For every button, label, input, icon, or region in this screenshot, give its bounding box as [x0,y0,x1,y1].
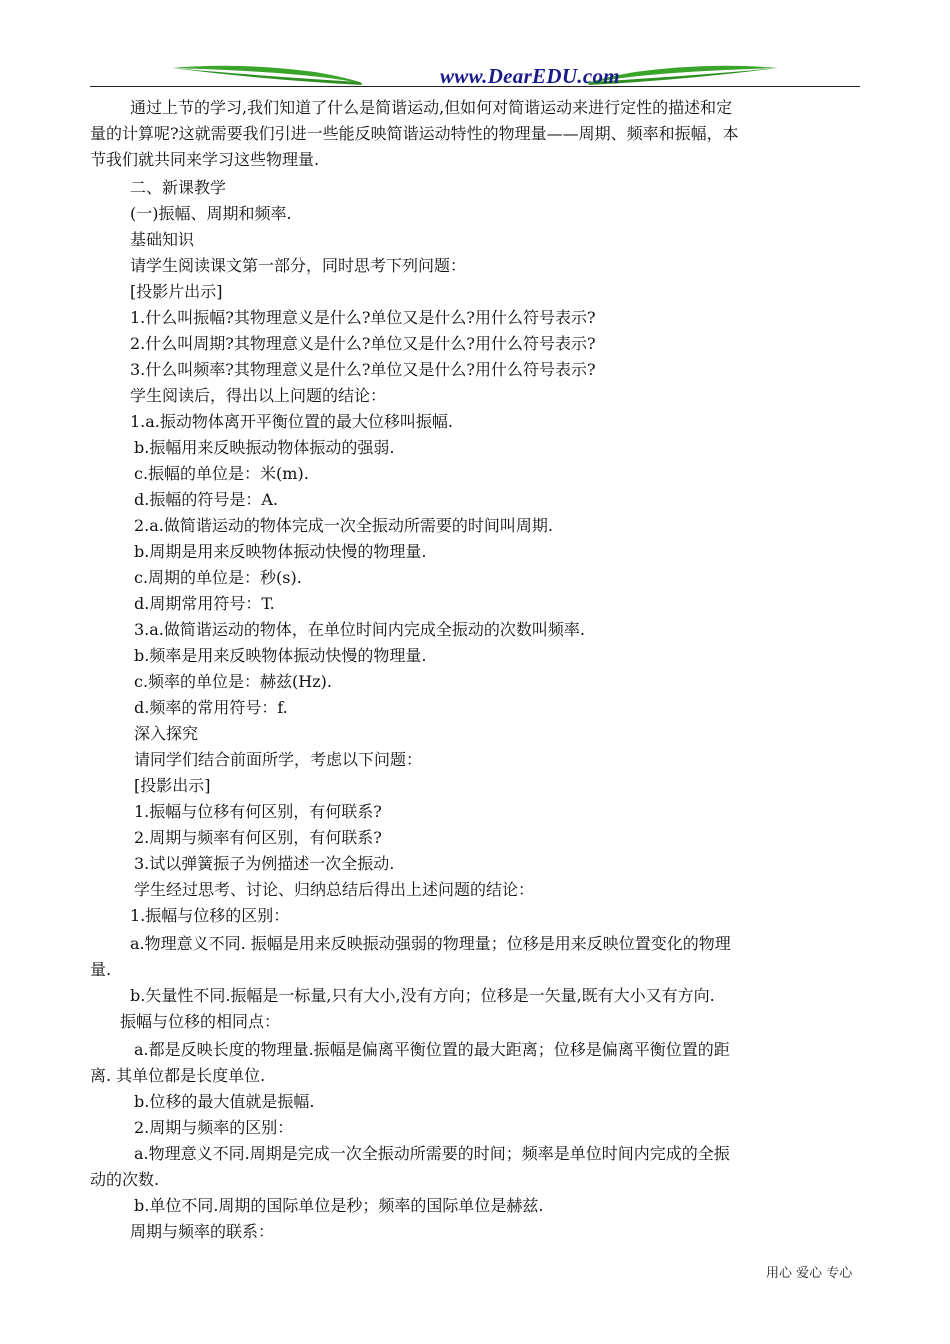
text-line: a.物理意义不同.周期是完成一次全振动所需要的时间；频率是单位时间内完成的全振 [134,1144,730,1163]
header-divider [90,86,860,87]
text-line: 请同学们结合前面所学，考虑以下问题： [134,750,423,769]
text-line: [投影片出示] [130,282,223,301]
text-line: 二、新课教学 [130,178,227,197]
text-line: 1.什么叫振幅?其物理意义是什么?单位又是什么?用什么符号表示? [130,308,596,327]
text-line: a.都是反映长度的物理量.振幅是偏离平衡位置的最大距离；位移是偏离平衡位置的距 [134,1040,730,1059]
text-line: [投影出示] [134,776,211,795]
text-line: c.周期的单位是：秒(s). [134,568,302,587]
text-line: 量. [90,960,112,979]
text-line: 通过上节的学习,我们知道了什么是简谐运动,但如何对简谐运动来进行定性的描述和定 [130,98,733,117]
text-line: 请学生阅读课文第一部分，同时思考下列问题： [130,256,467,275]
text-line: 2.周期与频率的区别： [134,1118,294,1137]
text-line: b.单位不同.周期的国际单位是秒；频率的国际单位是赫兹. [134,1196,544,1215]
text-line: 2.什么叫周期?其物理意义是什么?单位又是什么?用什么符号表示? [130,334,596,353]
text-line: 2.周期与频率有何区别，有何联系? [134,828,382,847]
text-line: 学生经过思考、讨论、归纳总结后得出上述问题的结论： [134,880,535,899]
text-line: 量的计算呢?这就需要我们引进一些能反映简谐运动特性的物理量——周期、频率和振幅，本 [90,124,739,143]
text-line: b.位移的最大值就是振幅. [134,1092,315,1111]
text-line: b.频率是用来反映物体振动快慢的物理量. [134,646,427,665]
text-line: b.矢量性不同.振幅是一标量,只有大小,没有方向；位移是一矢量,既有大小又有方向. [130,986,715,1005]
text-line: d.周期常用符号：T. [134,594,275,613]
footer-motto: 用心 爱心 专心 [766,1266,853,1281]
text-line: b.周期是用来反映物体振动快慢的物理量. [134,542,427,561]
text-line: c.振幅的单位是：米(m). [134,464,309,483]
text-line: 3.试以弹簧振子为例描述一次全振动. [134,854,395,873]
site-url-text[interactable]: www.DearEDU.com [440,64,620,88]
text-line: d.振幅的符号是：A. [134,490,278,509]
text-line: 3.什么叫频率?其物理意义是什么?单位又是什么?用什么符号表示? [130,360,596,379]
text-line: b.振幅用来反映振动物体振动的强弱. [134,438,395,457]
text-line: c.频率的单位是：赫兹(Hz). [134,672,333,691]
text-line: 1.振幅与位移有何区别，有何联系? [134,802,382,821]
text-line: 2.a.做简谐运动的物体完成一次全振动所需要的时间叫周期. [134,516,553,535]
text-line: 基础知识 [130,230,195,249]
text-line: d.频率的常用符号：f. [134,698,288,717]
text-line: 深入探究 [134,724,199,743]
text-line: 周期与频率的联系： [130,1222,275,1241]
text-line: 1.a.振动物体离开平衡位置的最大位移叫振幅. [130,412,453,431]
text-line: 3.a.做简谐运动的物体，在单位时间内完成全振动的次数叫频率. [134,620,585,639]
text-line: 离. 其单位都是长度单位. [90,1066,266,1085]
text-line: 动的次数. [90,1170,160,1189]
text-line: 1.振幅与位移的区别： [130,906,290,925]
text-line: 学生阅读后，得出以上问题的结论： [130,386,387,405]
text-line: a.物理意义不同. 振幅是用来反映振动强弱的物理量；位移是用来反映位置变化的物理 [130,934,731,953]
text-line: 节我们就共同来学习这些物理量. [90,150,320,169]
text-line: (一)振幅、周期和频率. [130,204,292,223]
text-line: 振幅与位移的相同点： [120,1012,281,1031]
